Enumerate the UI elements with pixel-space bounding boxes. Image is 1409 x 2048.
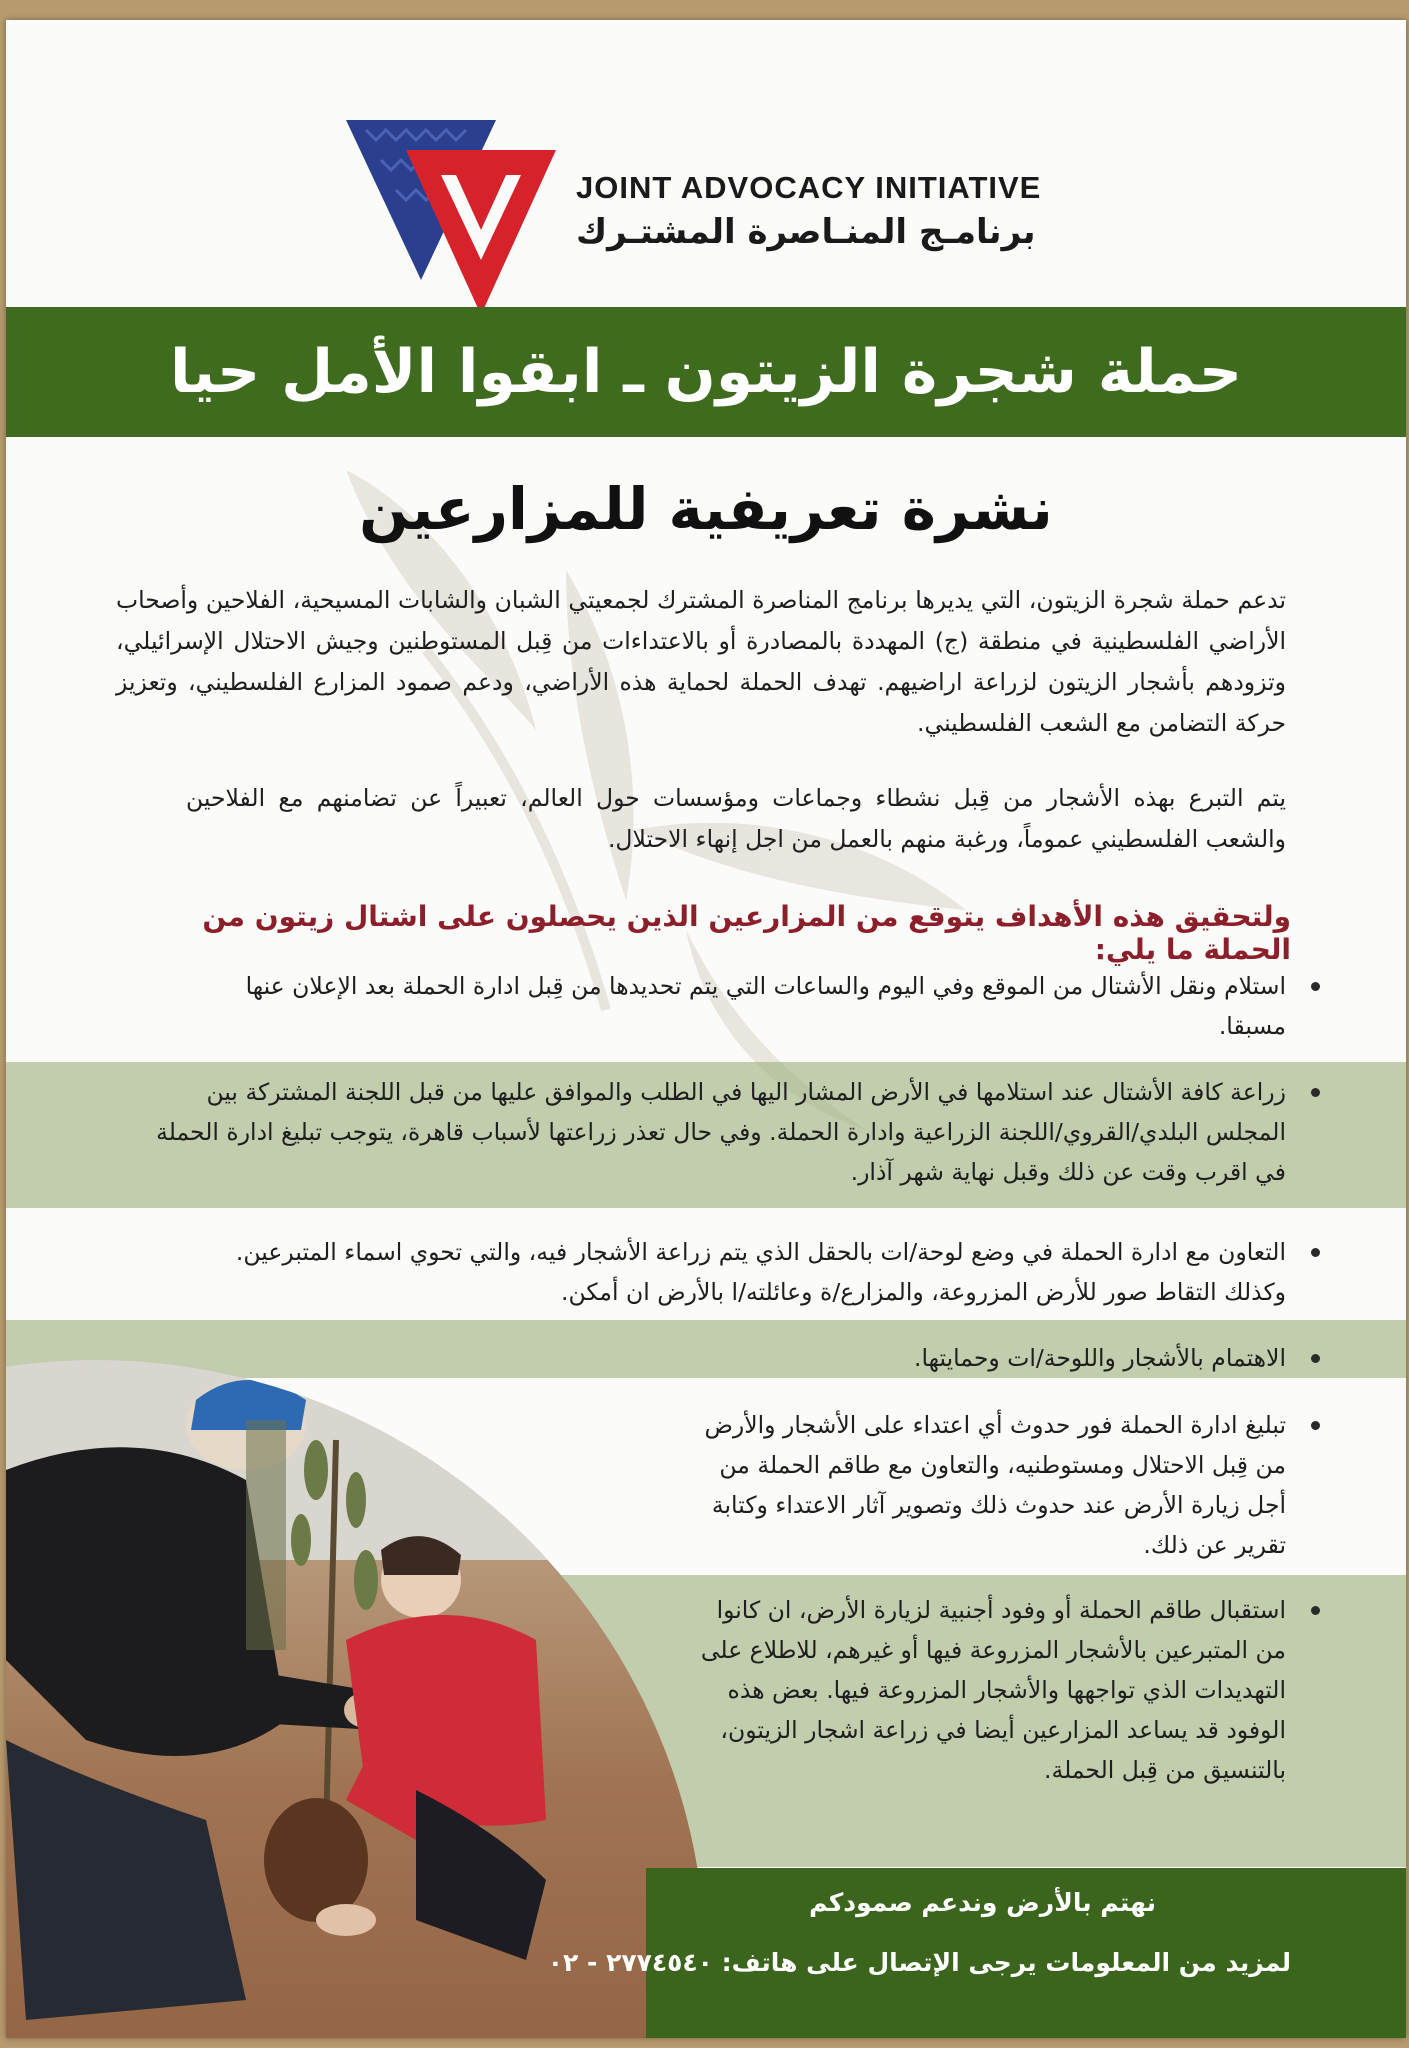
bullet-text: زراعة كافة الأشتال عند استلامها في الأرض المشار اليها في الطلب والموافق عليها من قبل اللجنة المشتركة بين المجلس البلدي/القروي/اللجنة الزراعية وادارة الحملة. وفي حال تعذر زراعتها لأسباب قاهرة، يتوجب تبليغ ادارة الحملة في اقرب وقت عن ذلك وقبل نهاية شهر آذار. [156,1078,1286,1186]
bullet-text: تبليغ ادارة الحملة فور حدوث أي اعتداء على الأشجار والأرض من قِبل الاحتلال ومستوطنيه، والتعاون مع طاقم الحملة من أجل زيارة الأرض عند حدوث ذلك وتصوير آثار الاعتداء وكتابة تقرير عن ذلك. [704,1411,1286,1559]
bullet-item [696,1590,1286,1790]
footer-contact: لمزيد من المعلومات يرجى الإتصال على هاتف: ٢٧٧٤٥٤٠ - ٠٢ [547,1948,1291,1977]
bullet-text: التعاون مع ادارة الحملة في وضع لوحة/ات بالحقل الذي يتم زراعة الأشجار فيه، والتي تحوي اسماء المتبرعين. وكذلك التقاط صور للأرض المزروعة، والمزارع/ة وعائلته/ا بالأرض ان أمكن. [235,1238,1286,1306]
bullet-dot-icon [1311,1088,1320,1097]
bullet-item [186,1232,1286,1312]
footer-slogan: نهتم بالأرض وندعم صمودكم [809,1888,1156,1917]
bullet-dot-icon [1311,1354,1320,1363]
jai-logo-mark [346,120,556,320]
bullet-item [696,1405,1286,1565]
bullet-item [186,1338,1286,1378]
intro-paragraph: تدعم حملة شجرة الزيتون، التي يديرها برنامج المناصرة المشترك لجمعيتي الشبان والشابات المسيحية، الفلاحين وأصحاب الأراضي الفلسطينية في منطقة (ج) المهددة بالمصادرة أو بالاعتداءات من قِبل المستوطنين وجيش الاحتلال الإسرائيلي، وتزودهم بأشجار الزيتون لزراعة اراضيهم. تهدف الحملة لحماية هذه الأراضي، ودعم صمود المزارع الفلسطيني، وتعزيز حركة التضامن مع الشعب الفلسطيني. [116,586,1286,737]
bullet-dot-icon [1311,1248,1320,1257]
bullet-text: استقبال طاقم الحملة أو وفود أجنبية لزيارة الأرض، ان كانوا من المتبرعين بالأشجار المزروعة فيها أو غيرهم، للاطلاع على التهديدات الذي تواجهها والأشجار المزروعة فيها. بعض هذه الوفود قد يساعد المزارعين أيضا في زراعة اشجار الزيتون، بالتنسيق من قِبل الحملة. [700,1596,1286,1784]
goals-heading: ولتحقيق هذه الأهداف يتوقع من المزارعين الذين يحصلون على اشتال زيتون من الحملة ما يلي: [202,900,1291,966]
bullet-text: الاهتمام بالأشجار واللوحة/ات وحمايتها. [914,1344,1286,1372]
bullet-text: استلام ونقل الأشتال من الموقع وفي اليوم والساعات التي يتم تحديدها من قِبل ادارة الحملة بعد الإعلان عنها مسبقا. [245,972,1286,1040]
planting-photo [6,1360,706,2038]
logo-text-arabic: برنامـج المنـاصرة المشتـرك [576,212,1036,252]
campaign-title-banner: حملة شجرة الزيتون ـ ابقوا الأمل حيا [6,307,1406,437]
flyer-sheet [6,20,1406,2038]
donation-paragraph: يتم التبرع بهذه الأشجار من قِبل نشطاء وجماعات ومؤسسات حول العالم، تعبيراً عن تضامنهم مع الفلاحين والشعب الفلسطيني عموماً، ورغبة منهم بالعمل من اجل إنهاء الاحتلال. [186,784,1286,853]
bullet-dot-icon [1311,1421,1320,1430]
bullet-dot-icon [1311,982,1320,991]
bullet-dot-icon [1311,1606,1320,1615]
bullet-item [136,1072,1286,1192]
logo-text-english: JOINT ADVOCACY INITIATIVE [576,170,1042,205]
flyer-subtitle: نشرة تعريفية للمزارعين [359,475,1053,543]
bullet-item [186,966,1286,1046]
